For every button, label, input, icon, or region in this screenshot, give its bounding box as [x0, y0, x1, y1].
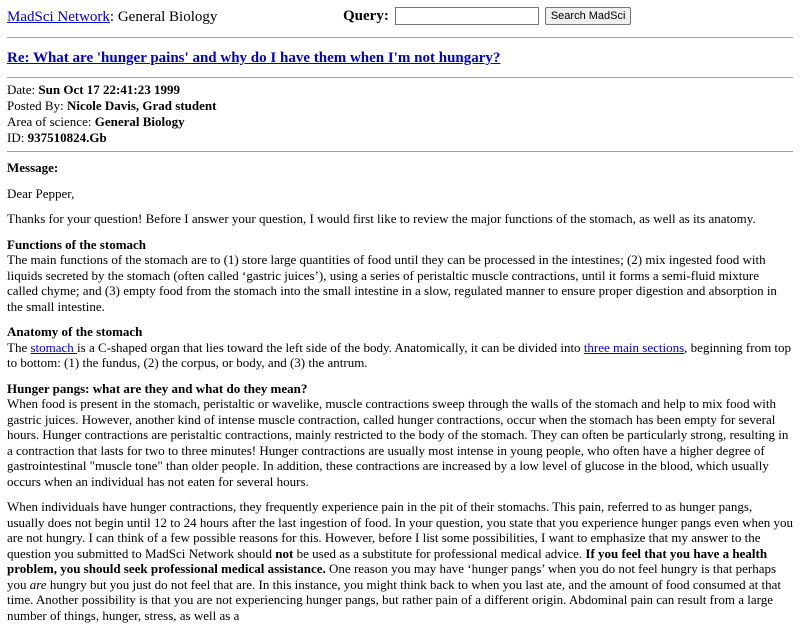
hunger-pangs-heading: Hunger pangs: what are they and what do they mean?	[7, 380, 308, 396]
intro-paragraph: Thanks for your question! Before I answer your question, I would first like to review the major functions of the stomach, as well as its anatomy.	[7, 211, 756, 226]
category-label: General Biology	[117, 9, 218, 25]
hunger-pangs-text: When food is present in the stomach, peristaltic or wavelike, muscle contractions sweep through the walls of the stomach and help to mix food with gastric juices. However, another kind of intense muscle contraction, called hunger contractions, occur when the stomach has been empty for several hours. Hunger contractions are peristaltic contractions, mainly restricted to the body of the stomach. They can often be particularly strong, resulting in a contraction that lasts for two to three minutes! Hunger contractions are usually most intense in young people, who often have a higher degree of gastrointestinal "muscle tone" than older people. In addition, these contractions are increased by a low level of glucose in the blood, which usually occurs when an individual has not eaten for several hours.	[7, 396, 789, 489]
anatomy-text-pre: The	[7, 339, 31, 355]
final-text-4: hungry but you just do not feel that are. In this instance, you might think back to when you last ate, and the amount of food consumed at that time. Another possibility is that you are not experiencing hunger pangs, but rather pain of a different origin. Abdominal pain can result from a large number of things, hunger, stress, as well as a	[7, 576, 781, 623]
posted-by-label: Posted By:	[7, 98, 67, 113]
query-label: Query:	[343, 7, 389, 24]
header-bar	[7, 7, 793, 29]
final-not: not	[275, 545, 294, 561]
area-value: General Biology	[94, 114, 185, 129]
post-title-link[interactable]: Re: What are 'hunger pains' and why do I have them when I'm not hungary?	[7, 50, 501, 66]
anatomy-text-mid: is a C-shaped organ that lies toward the left side of the body. Anatomically, it can be divided into	[77, 339, 584, 355]
meta-id	[7, 130, 216, 146]
message-label: Message:	[7, 160, 59, 175]
id-label: ID:	[7, 130, 28, 145]
divider-title	[7, 77, 793, 78]
date-label: Date:	[7, 82, 39, 97]
search-form	[343, 7, 631, 25]
date-value: Sun Oct 17 22:41:23 1999	[38, 82, 180, 97]
meta-posted-by	[7, 98, 216, 114]
divider-top	[7, 37, 793, 38]
final-are: are	[29, 576, 47, 592]
id-value: 937510824.Gb	[27, 130, 107, 145]
functions-text: The main functions of the stomach are to (1) store large quantities of food until they can be processed in the intestines; (2) mix ingested food with liquids secreted by the stomach (often called ‘gastric juices’), using a series of peristaltic muscle contractions, until it forms a semi-fluid mixture called chyme; and (3) empty food from the stomach into the small intestine in a slow, regulated manner to ensure proper digestion and absorption in the small intestine.	[7, 252, 777, 314]
anatomy-heading: Anatomy of the stomach	[7, 324, 143, 339]
anatomy-text-post: , beginning from top to bottom: (1) the fundus, (2) the corpus, or body, and (3) the antrum.	[7, 339, 792, 370]
search-button[interactable]: Search MadSci	[545, 7, 632, 25]
greeting: Dear Pepper,	[7, 185, 75, 201]
message-body	[7, 160, 793, 633]
final-text-2: be used as a substitute for professional medical advice.	[293, 545, 586, 561]
search-input[interactable]	[395, 7, 539, 25]
anatomy-section	[7, 324, 793, 371]
meta-date	[7, 82, 216, 98]
posted-by-value: Nicole Davis, Grad student	[66, 98, 217, 113]
site-title	[7, 9, 217, 26]
final-text-3: One reason you may have ‘hunger pangs’ when you do not feel hungry is that perhaps you	[7, 561, 777, 592]
meta-area	[7, 114, 216, 130]
stomach-link[interactable]: stomach	[30, 339, 78, 355]
anatomy-text	[7, 340, 793, 371]
functions-section	[7, 237, 793, 315]
functions-heading: Functions of the stomach	[7, 236, 147, 252]
post-meta	[7, 82, 216, 146]
medical-warning: If you feel that you have a health problem, you should seek professional medical assistance.	[7, 545, 768, 576]
divider-meta	[7, 151, 793, 152]
hunger-pangs-section	[7, 381, 793, 490]
madsci-network-link[interactable]: MadSci Network	[7, 9, 110, 25]
final-text-1: When individuals have hunger contractions, they frequently experience pain in the pit of their stomachs. This pain, referred to as hunger pangs, usually does not begin until 12 to 24 hours after the last ingestion of food. In your question, you state that you experience hunger pangs even when you are not hungry. I can think of a few possible reasons for this. However, before I list some possibilities, I want to emphasize that my answer to the question you submitted to MadSci Network should	[7, 499, 793, 561]
three-main-sections-link[interactable]: three main sections	[583, 339, 685, 355]
title-separator: :	[109, 9, 118, 25]
area-label: Area of science:	[7, 114, 95, 129]
post-title	[7, 50, 500, 67]
final-paragraph	[7, 499, 793, 623]
